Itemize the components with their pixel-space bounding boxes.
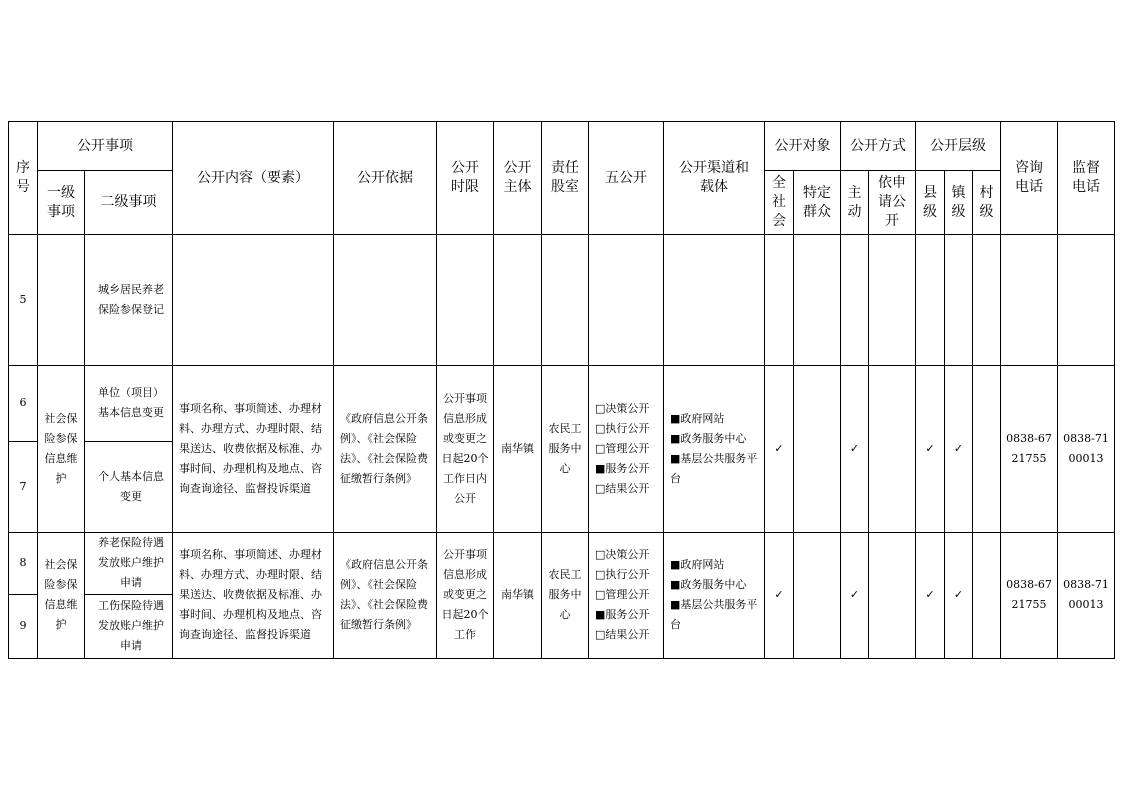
header-supervise-phone [1058, 122, 1115, 235]
table-row [9, 235, 1115, 366]
row-seq: 6 [9, 366, 38, 441]
header-level-town [945, 171, 973, 235]
header-office-text: 责任股室 [551, 160, 579, 196]
five-open-result: □结果公开 [595, 482, 650, 496]
table-row [9, 532, 1115, 594]
row-channel [664, 235, 765, 366]
row-level-town [945, 235, 973, 366]
check-level-county: ✓ [916, 532, 945, 658]
row-content [173, 235, 334, 366]
header-method-active-text: 主动 [847, 184, 862, 220]
row-subject [494, 235, 542, 366]
disclosure-table [8, 121, 1115, 659]
row-consult-phone [1001, 235, 1058, 366]
group-subject: 南华镇 [494, 532, 542, 658]
five-open-service: ■服务公开 [595, 608, 650, 622]
header-subject-text: 公开主体 [503, 160, 532, 196]
five-open-management: □管理公开 [595, 588, 650, 602]
header-level2: 二级事项 [85, 171, 173, 235]
header-method-apply [869, 171, 916, 235]
row-target-all [765, 235, 794, 366]
channel-website: ■政府网站 [670, 412, 725, 426]
check-target-specific [794, 532, 841, 658]
header-seq [9, 122, 38, 235]
check-method-active: ✓ [841, 366, 869, 532]
header-subject [494, 122, 542, 235]
check-level-county: ✓ [916, 366, 945, 532]
group-five-open [589, 532, 664, 658]
header-method-group: 公开方式 [841, 122, 916, 171]
header-office [542, 122, 589, 235]
row-target-specific [794, 235, 841, 366]
header-consult-phone [1001, 122, 1058, 235]
header-target-all-text: 全社会 [772, 175, 786, 230]
row-level1 [38, 235, 85, 366]
group-time-limit: 公开事项信息形成或变更之日起20个工作日内公开 [437, 366, 494, 532]
five-open-execution: □执行公开 [595, 422, 650, 436]
group-office: 农民工服务中心 [542, 532, 589, 658]
row-seq: 7 [9, 441, 38, 532]
row-level2: 城乡居民养老保险参保登记 [85, 235, 173, 366]
group-consult-phone [1001, 532, 1058, 658]
row-level-county [916, 235, 945, 366]
row-method-apply [869, 235, 916, 366]
table-row [9, 366, 1115, 441]
row-level2: 个人基本信息变更 [85, 441, 173, 532]
header-time-limit-text: 公开时限 [451, 160, 479, 196]
group-content: 事项名称、事项简述、办理材料、办理方式、办理时限、结果送达、收费依据及标准、办事时间、办理机构及地点、咨询查询途径、监督投诉渠道 [173, 366, 334, 532]
check-level-village [973, 532, 1001, 658]
supervise-phone-text: 0838-7100013 [1063, 578, 1109, 612]
header-supervise-phone-text: 监督电话 [1072, 160, 1100, 196]
check-method-active: ✓ [841, 532, 869, 658]
group-content: 事项名称、事项简述、办理材料、办理方式、办理时限、结果送达、收费依据及标准、办事时间、办理机构及地点、咨询查询途径、监督投诉渠道 [173, 532, 334, 658]
group-basis: 《政府信息公开条例》、《社会保险法》、《社会保险费征缴暂行条例》 [334, 532, 437, 658]
channel-grassroots-platform: ■基层公共服务平台 [670, 452, 758, 486]
header-level-county-text: 县级 [923, 184, 937, 220]
row-time-limit [437, 235, 494, 366]
check-method-apply [869, 366, 916, 532]
header-content: 公开内容（要素） [173, 122, 334, 235]
header-level-county [916, 171, 945, 235]
group-subject: 南华镇 [494, 366, 542, 532]
row-seq: 5 [9, 235, 38, 366]
supervise-phone-text: 0838-7100013 [1063, 432, 1109, 466]
consult-phone-text: 0838-6721755 [1006, 432, 1052, 466]
header-level1-text: 一级事项 [47, 184, 75, 220]
group-time-limit: 公开事项信息形成或变更之日起20个工作 [437, 532, 494, 658]
group-basis: 《政府信息公开条例》、《社会保险法》、《社会保险费征缴暂行条例》 [334, 366, 437, 532]
header-target-group: 公开对象 [765, 122, 841, 171]
header-five-open: 五公开 [589, 122, 664, 235]
header-items-group: 公开事项 [38, 122, 173, 171]
header-seq-text: 序号 [16, 160, 30, 196]
five-open-service: ■服务公开 [595, 462, 650, 476]
header-level-group: 公开层级 [916, 122, 1001, 171]
header-target-all [765, 171, 794, 235]
check-level-town: ✓ [945, 532, 973, 658]
row-method-active [841, 235, 869, 366]
row-level2: 单位（项目）基本信息变更 [85, 366, 173, 441]
header-basis: 公开依据 [334, 122, 437, 235]
check-level-town: ✓ [945, 366, 973, 532]
five-open-decision: □决策公开 [595, 402, 650, 416]
row-level2: 工伤保险待遇发放账户维护申请 [85, 594, 173, 658]
consult-phone-text: 0838-6721755 [1006, 578, 1052, 612]
header-level-village [973, 171, 1001, 235]
channel-website: ■政府网站 [670, 558, 725, 572]
header-method-apply-text: 依申请公开 [878, 175, 906, 230]
five-open-decision: □决策公开 [595, 548, 650, 562]
check-target-specific [794, 366, 841, 532]
group-supervise-phone [1058, 366, 1115, 532]
check-target-all: ✓ [765, 532, 794, 658]
group-consult-phone [1001, 366, 1058, 532]
row-office [542, 235, 589, 366]
row-five-open [589, 235, 664, 366]
header-level1 [38, 171, 85, 235]
header-level-village-text: 村级 [979, 184, 994, 220]
check-target-all: ✓ [765, 366, 794, 532]
group-office: 农民工服务中心 [542, 366, 589, 532]
group-channel [664, 366, 765, 532]
channel-grassroots-platform: ■基层公共服务平台 [670, 598, 758, 632]
five-open-result: □结果公开 [595, 628, 650, 642]
header-channel [664, 122, 765, 235]
row-level-village [973, 235, 1001, 366]
header-consult-phone-text: 咨询电话 [1015, 160, 1043, 196]
row-supervise-phone [1058, 235, 1115, 366]
group-level1: 社会保险参保信息维护 [38, 366, 85, 532]
row-basis [334, 235, 437, 366]
check-method-apply [869, 532, 916, 658]
channel-service-center: ■政务服务中心 [670, 578, 747, 592]
group-supervise-phone [1058, 532, 1115, 658]
header-target-specific [794, 171, 841, 235]
header-level-town-text: 镇级 [951, 184, 966, 220]
five-open-management: □管理公开 [595, 442, 650, 456]
check-level-village [973, 366, 1001, 532]
row-seq: 9 [9, 594, 38, 658]
group-level1: 社会保险参保信息维护 [38, 532, 85, 658]
header-time-limit [437, 122, 494, 235]
header-channel-text: 公开渠道和载体 [679, 160, 749, 196]
group-channel [664, 532, 765, 658]
row-level2: 养老保险待遇发放账户维护申请 [85, 532, 173, 594]
channel-service-center: ■政务服务中心 [670, 432, 747, 446]
header-target-specific-text: 特定群众 [803, 184, 831, 220]
group-five-open [589, 366, 664, 532]
row-seq: 8 [9, 532, 38, 594]
five-open-execution: □执行公开 [595, 568, 650, 582]
header-method-active [841, 171, 869, 235]
